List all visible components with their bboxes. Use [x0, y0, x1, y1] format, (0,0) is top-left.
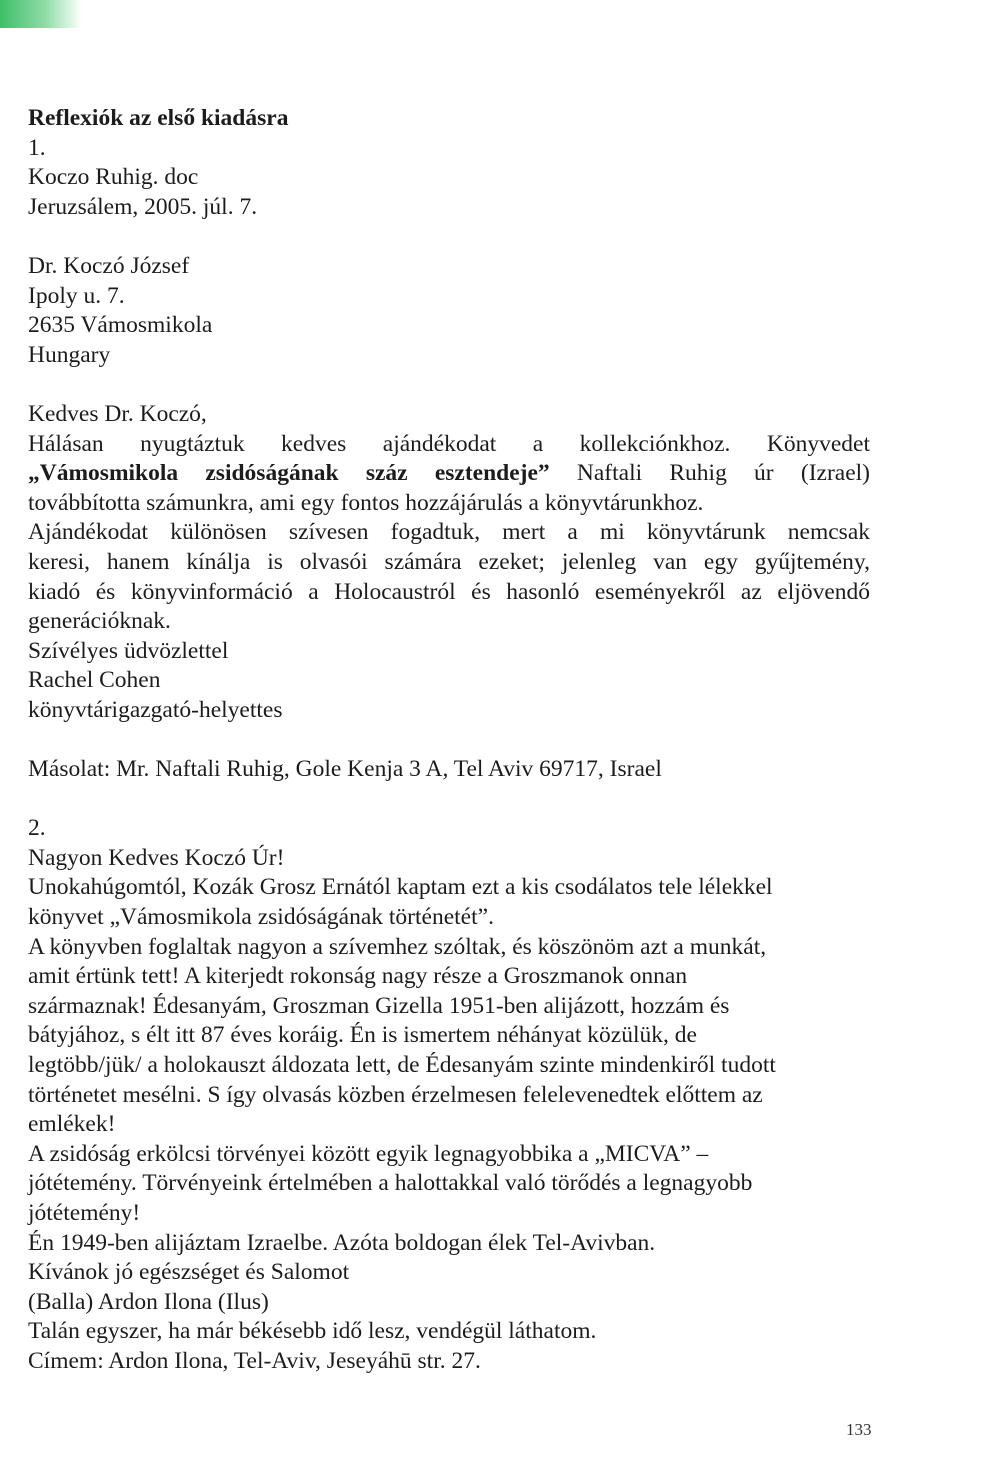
letter-line: történetet mesélni. S így olvasás közben érzelmesen felelevenedtek előttem az	[28, 1081, 763, 1108]
letter-1	[28, 134, 870, 815]
book-title: „Vámosmikola zsidóságának száz esztendeje”	[28, 460, 550, 487]
letter-line: Talán egyszer, ha már békésebb idő lesz, vendégül láthatom.	[28, 1318, 597, 1345]
letter-line: Én 1949-ben alijáztam Izraelbe. Azóta boldogan élek Tel-Avivban.	[28, 1229, 656, 1256]
copy-note: Másolat: Mr. Naftali Ruhig, Gole Kenja 3 A, Tel Aviv 69717, Israel	[28, 756, 662, 783]
closing: Szívélyes üdvözlettel	[28, 637, 229, 664]
paragraph-line: generációknak.	[28, 608, 171, 635]
letter-line: származnak! Édesanyám, Groszman Gizella 1951-ben alijázott, hozzám és	[28, 992, 730, 1019]
letter-line: Nagyon Kedves Koczó Úr!	[28, 844, 285, 871]
letter-line: A könyvben foglaltak nagyon a szívemhez szóltak, és köszönöm azt a munkát,	[28, 933, 767, 960]
document-body	[28, 104, 870, 1377]
letter-line: jótétemény!	[28, 1199, 141, 1226]
recipient-line: Ipoly u. 7.	[28, 282, 125, 309]
letter-line: Unokahúgomtól, Kozák Grosz Ernától kaptam ezt a kis csodálatos tele lélekkel	[28, 874, 773, 901]
paragraph-line: Ajándékodat különösen szívesen fogadtuk, mert a mi könyvtárunk nemcsak	[28, 519, 870, 546]
letter-line: bátyjához, s élt itt 87 éves koráig. Én is ismertem néhányat közülük, de	[28, 1022, 697, 1049]
recipient-line: Dr. Koczó József	[28, 252, 190, 279]
letter-line: emlékek!	[28, 1111, 116, 1138]
letter-line: (Balla) Ardon Ilona (Ilus)	[28, 1288, 269, 1315]
salutation: Kedves Dr. Koczó,	[28, 400, 207, 427]
recipient-line: Hungary	[28, 341, 111, 368]
paragraph-text: Naftali Ruhig úr (Izrael)	[549, 460, 870, 487]
paragraph-line: Hálásan nyugtáztuk kedves ajándékodat a kollekciónkhoz. Könyvedet	[28, 430, 870, 457]
letter-line: Kívánok jó egészséget és Salomot	[28, 1259, 350, 1286]
paragraph-line	[28, 459, 870, 489]
letter-number: 1.	[28, 134, 46, 161]
page-number: 133	[846, 1420, 872, 1439]
paragraph-line: keresi, hanem kínálja is olvasói számára ezeket; jelenleg van egy gyűjtemény,	[28, 548, 870, 575]
paragraph-line: kiadó és könyvinformáció a Holocaustról és hasonló eseményekről az eljövendő	[28, 578, 870, 605]
signer-name: Rachel Cohen	[28, 667, 161, 694]
letter-2	[28, 814, 870, 1376]
scan-corner-mark	[0, 0, 82, 28]
place-date: Jeruzsálem, 2005. júl. 7.	[28, 193, 258, 220]
letter-number: 2.	[28, 815, 46, 842]
section-heading: Reflexiók az első kiadásra	[28, 105, 289, 131]
letter-line: legtöbb/jük/ a holokauszt áldozata lett, de Édesanyám szinte mindenkiről tudott	[28, 1052, 776, 1078]
recipient-line: 2635 Vámosmikola	[28, 312, 213, 339]
letter-line: jótétemény. Törvényeink értelmében a halottakkal való törődés a legnagyobb	[28, 1170, 753, 1197]
paragraph-line: továbbította számunkra, ami egy fontos hozzájárulás a könyvtárunkhoz.	[28, 489, 704, 516]
letter-line: könyvet „Vámosmikola zsidóságának történetét”.	[28, 904, 494, 931]
letter-line: amit értünk tett! A kiterjedt rokonság nagy része a Groszmanok onnan	[28, 963, 688, 990]
letter-line: A zsidóság erkölcsi törvényei között egyik legnagyobbika a „MICVA” –	[28, 1140, 709, 1167]
letter-line: Címem: Ardon Ilona, Tel-Aviv, Jeseyáhū str. 27.	[28, 1347, 481, 1374]
file-name: Koczo Ruhig. doc	[28, 164, 199, 191]
signer-title: könyvtárigazgató-helyettes	[28, 696, 283, 723]
